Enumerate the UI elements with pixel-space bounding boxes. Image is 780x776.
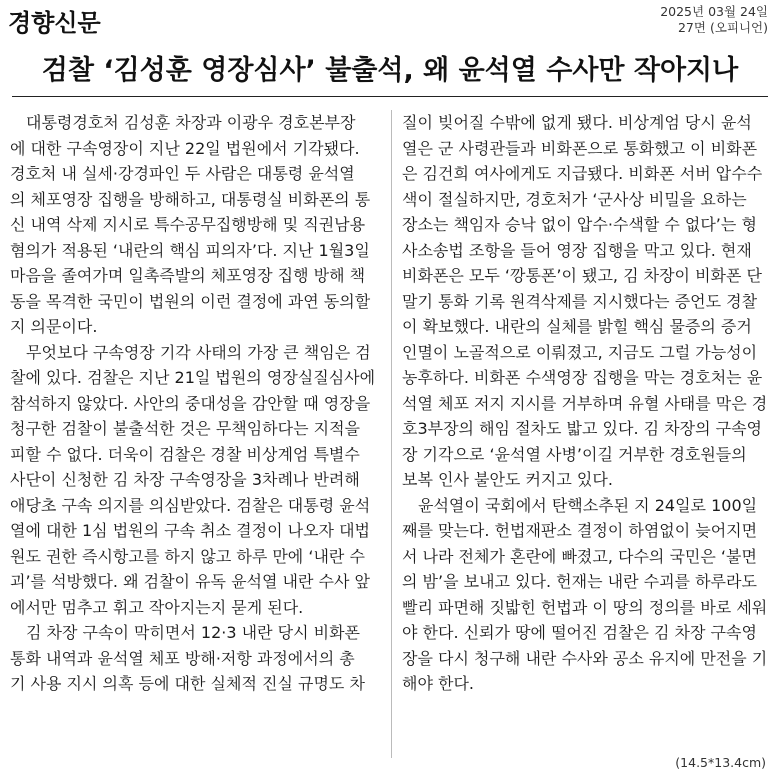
article-size-note: (14.5*13.4cm) — [675, 755, 766, 770]
article-line: 에서만 멈추고 휘고 작아지는지 묻게 된다. — [10, 597, 304, 617]
article-headline: 검찰 ‘김성훈 영장심사’ 불출석, 왜 윤석열 수사만 작아지나 — [41, 55, 739, 86]
publication-meta — [660, 4, 768, 36]
article-line: 혐의가 적용된 ‘내란의 핵심 피의자’다. 지난 1월3일 — [10, 240, 370, 260]
article-line: 이 확보했다. 내란의 실체를 밝힐 핵심 물증의 증거 — [402, 317, 752, 336]
article-line: 보복 인사 불안도 커지고 있다. — [402, 470, 613, 489]
article-line: 의 밤’을 보내고 있다. 헌재는 내란 수괴를 하루라도 — [402, 572, 757, 591]
article-line: 석열 체포 저지 지시를 거부하며 유혈 사태를 막은 경 — [402, 393, 768, 413]
article-line: 경호처 내 실세·강경파인 두 사람은 대통령 윤석열 — [10, 164, 355, 183]
article-line: 청구한 검찰이 불출석한 것은 무책임하다는 지적을 — [10, 419, 361, 438]
column-divider — [391, 110, 392, 758]
article-line: 원도 권한 즉시항고를 하지 않고 하루 만에 ‘내란 수 — [10, 546, 365, 566]
article-line: 질이 빚어질 수밖에 없게 됐다. 비상계엄 당시 윤석 — [402, 113, 752, 132]
article-line: 장 기각으로 ‘윤석열 사병’이길 거부한 경호원들의 — [402, 444, 747, 464]
article-line: 피할 수 없다. 더욱이 검찰은 경찰 비상계엄 특별수 — [10, 444, 360, 464]
article-line: 해야 한다. — [402, 674, 474, 693]
article-line: 통화 내역과 윤석열 체포 방해·저항 과정에서의 총 — [10, 648, 355, 668]
article-line: 호3부장의 해임 절차도 밟고 있다. 김 차장의 구속영 — [402, 419, 762, 438]
article-line: 대통령경호처 김성훈 차장과 이광우 경호본부장 — [26, 113, 356, 132]
article-line: 색이 절실하지만, 경호처가 ‘군사상 비밀을 요하는 — [402, 189, 747, 209]
article-line: 은 김건희 여사에게도 지급됐다. 비화폰 서버 압수수 — [402, 164, 763, 183]
article-line: 에 대한 구속영장이 지난 22일 법원에서 기각됐다. — [10, 138, 360, 158]
article-line: 윤석열이 국회에서 탄핵소추된 지 24일로 100일 — [418, 495, 758, 515]
article-line: 마음을 졸여가며 일촉즉발의 체포영장 집행 방해 책 — [10, 266, 366, 285]
article-line: 신 내역 삭제 지시로 특수공무집행방해 및 직권남용 — [10, 215, 366, 234]
article-line: 인멸이 노골적으로 이뤄졌고, 지금도 그럴 가능성이 — [402, 342, 758, 362]
article-line: 애당초 구속 의지를 의심받았다. 검찰은 대통령 윤석 — [10, 495, 371, 515]
article-line: 비화폰은 모두 ‘깡통폰’이 됐고, 김 차장이 비화폰 단 — [402, 266, 762, 285]
article-column-right — [402, 110, 772, 697]
article-line: 야 한다. 신뢰가 땅에 떨어진 검찰은 김 차장 구속영 — [402, 623, 757, 642]
article-line: 김 차장 구속이 막히면서 12·3 내란 당시 비화폰 — [26, 623, 360, 642]
publication-date: 2025년 03월 24일 — [660, 4, 768, 19]
article-line: 열에 대한 1심 법원의 구속 취소 결정이 나오자 대법 — [10, 521, 370, 540]
article-line: 열은 군 사령관들과 비화폰으로 통화했고 이 비화폰 — [402, 138, 758, 158]
article-line: 말기 통화 기록 원격삭제를 지시했다는 증언도 경찰 — [402, 291, 758, 311]
article-line: 농후하다. 비화폰 수색영장 집행을 막는 경호처는 윤 — [402, 368, 763, 387]
article-line: 장소는 책임자 승낙 없이 압수·수색할 수 없다’는 형 — [402, 215, 757, 234]
article-line: 찰에 있다. 검찰은 지난 21일 법원의 영장실질심사에 — [10, 368, 376, 387]
article-line: 동을 목격한 국민이 법원의 이런 결정에 과연 동의할 — [10, 291, 371, 311]
page-section: 27면 (오피니언) — [677, 20, 768, 35]
article-line: 사소송법 조항을 들어 영장 집행을 막고 있다. 현재 — [402, 240, 752, 260]
article-line: 사단이 신청한 김 차장 구속영장을 3차례나 반려해 — [10, 470, 360, 489]
article-line: 째를 맞는다. 헌법재판소 결정이 하염없이 늦어지면 — [402, 521, 758, 540]
headline-divider — [12, 96, 768, 97]
article-line: 장을 다시 청구해 내란 수사와 공소 유지에 만전을 기 — [402, 648, 768, 668]
article-line: 무엇보다 구속영장 기각 사태의 가장 큰 책임은 검 — [26, 342, 371, 362]
newspaper-masthead: 경향신문 — [8, 9, 101, 37]
article-line: 참석하지 않았다. 사안의 중대성을 감안할 때 영장을 — [10, 393, 371, 413]
article-line: 의 체포영장 집행을 방해하고, 대통령실 비화폰의 통 — [10, 189, 371, 209]
article-line: 괴’를 석방했다. 왜 검찰이 유독 윤석열 내란 수사 앞 — [10, 572, 370, 591]
article-column-left — [10, 110, 382, 697]
article-line: 서 나라 전체가 혼란에 빠졌고, 다수의 국민은 ‘불면 — [402, 546, 757, 566]
article-line: 기 사용 지시 의혹 등에 대한 실체적 진실 규명도 차 — [10, 674, 365, 693]
article-line: 지 의문이다. — [10, 317, 98, 336]
article-line: 빨리 파면해 짓밟힌 헌법과 이 땅의 정의를 바로 세워 — [402, 597, 768, 617]
